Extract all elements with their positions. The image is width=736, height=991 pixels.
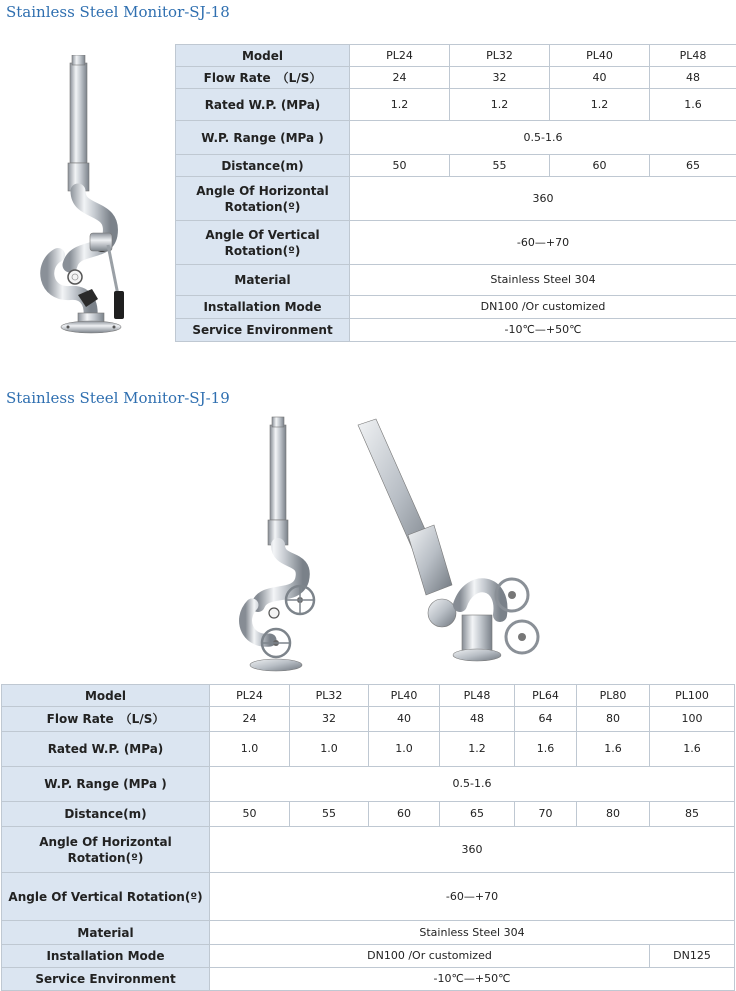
horizontal-cell: 360 <box>350 177 736 221</box>
flow-cell: 48 <box>650 67 736 89</box>
rated-cell: 1.6 <box>650 732 735 767</box>
model-cell: PL24 <box>210 685 290 707</box>
rated-cell: 1.6 <box>577 732 650 767</box>
environment-cell: -10℃—+50℃ <box>350 319 736 342</box>
rated-cell: 1.2 <box>450 89 550 121</box>
table-row <box>2 921 735 945</box>
table-row <box>176 296 736 319</box>
label-distance: Distance(m) <box>2 802 210 827</box>
spec-table-sj19 <box>1 684 735 991</box>
table-row <box>2 873 735 921</box>
label-material: Material <box>176 265 350 296</box>
model-cell: PL32 <box>450 45 550 67</box>
material-cell: Stainless Steel 304 <box>350 265 736 296</box>
label-installation-mode: Installation Mode <box>2 945 210 968</box>
table-row <box>2 707 735 732</box>
flow-cell: 24 <box>210 707 290 732</box>
distance-cell: 55 <box>450 155 550 177</box>
distance-cell: 50 <box>210 802 290 827</box>
model-cell: PL100 <box>650 685 735 707</box>
flow-cell: 64 <box>515 707 577 732</box>
vertical-cell: -60—+70 <box>210 873 735 921</box>
distance-cell: 60 <box>550 155 650 177</box>
flow-cell: 40 <box>550 67 650 89</box>
rated-cell: 1.2 <box>440 732 515 767</box>
rated-cell: 1.0 <box>369 732 440 767</box>
rated-cell: 1.2 <box>350 89 450 121</box>
distance-cell: 70 <box>515 802 577 827</box>
table-row <box>2 685 735 707</box>
table-row <box>2 732 735 767</box>
label-wp-range: W.P. Range (MPa ) <box>2 767 210 802</box>
flow-cell: 40 <box>369 707 440 732</box>
label-vertical-rotation: Angle Of Vertical Rotation(º) <box>176 221 350 265</box>
label-model: Model <box>176 45 350 67</box>
model-cell: PL40 <box>550 45 650 67</box>
distance-cell: 55 <box>290 802 369 827</box>
label-wp-range: W.P. Range (MPa ) <box>176 121 350 155</box>
monitor-sj19-photo <box>230 415 560 680</box>
table-row <box>176 177 736 221</box>
installation-cell: DN100 /Or customized <box>210 945 650 968</box>
flow-cell: 80 <box>577 707 650 732</box>
table-row <box>176 265 736 296</box>
label-rated-wp: Rated W.P. (MPa) <box>176 89 350 121</box>
spec-table-sj18 <box>175 44 736 342</box>
horizontal-cell: 360 <box>210 827 735 873</box>
table-row <box>176 45 736 67</box>
distance-cell: 65 <box>440 802 515 827</box>
model-cell: PL48 <box>440 685 515 707</box>
rated-cell: 1.6 <box>650 89 736 121</box>
model-cell: PL24 <box>350 45 450 67</box>
installation-alt-cell: DN125 <box>650 945 735 968</box>
label-service-environment: Service Environment <box>176 319 350 342</box>
table-row <box>2 945 735 968</box>
model-cell: PL32 <box>290 685 369 707</box>
flow-cell: 100 <box>650 707 735 732</box>
rated-cell: 1.2 <box>550 89 650 121</box>
distance-cell: 85 <box>650 802 735 827</box>
table-row <box>2 827 735 873</box>
table-row <box>176 89 736 121</box>
table-row <box>176 155 736 177</box>
table-row <box>176 121 736 155</box>
table-row <box>176 221 736 265</box>
label-horizontal-rotation: Angle Of Horizontal Rotation(º) <box>2 827 210 873</box>
flow-cell: 48 <box>440 707 515 732</box>
label-flow-rate: Flow Rate （L/S） <box>176 67 350 89</box>
label-horizontal-rotation: Angle Of Horizontal Rotation(º) <box>176 177 350 221</box>
label-distance: Distance(m) <box>176 155 350 177</box>
flow-cell: 32 <box>450 67 550 89</box>
rated-cell: 1.6 <box>515 732 577 767</box>
rated-cell: 1.0 <box>290 732 369 767</box>
label-installation-mode: Installation Mode <box>176 296 350 319</box>
distance-cell: 50 <box>350 155 450 177</box>
section-title-sj18: Stainless Steel Monitor-SJ-18 <box>6 3 230 21</box>
material-cell: Stainless Steel 304 <box>210 921 735 945</box>
table-row <box>2 968 735 991</box>
section-title-sj19: Stainless Steel Monitor-SJ-19 <box>6 389 230 407</box>
table-row <box>176 319 736 342</box>
label-vertical-rotation: Angle Of Vertical Rotation(º) <box>2 873 210 921</box>
label-flow-rate: Flow Rate （L/S） <box>2 707 210 732</box>
table-row <box>2 802 735 827</box>
model-cell: PL80 <box>577 685 650 707</box>
label-model: Model <box>2 685 210 707</box>
range-cell: 0.5-1.6 <box>210 767 735 802</box>
model-cell: PL64 <box>515 685 577 707</box>
distance-cell: 65 <box>650 155 736 177</box>
label-material: Material <box>2 921 210 945</box>
model-cell: PL40 <box>369 685 440 707</box>
table-row <box>176 67 736 89</box>
flow-cell: 24 <box>350 67 450 89</box>
model-cell: PL48 <box>650 45 736 67</box>
label-service-environment: Service Environment <box>2 968 210 991</box>
vertical-cell: -60—+70 <box>350 221 736 265</box>
rated-cell: 1.0 <box>210 732 290 767</box>
flow-cell: 32 <box>290 707 369 732</box>
monitor-sj18-photo <box>30 55 160 340</box>
distance-cell: 60 <box>369 802 440 827</box>
table-row <box>2 767 735 802</box>
installation-cell: DN100 /Or customized <box>350 296 736 319</box>
environment-cell: -10℃—+50℃ <box>210 968 735 991</box>
label-rated-wp: Rated W.P. (MPa) <box>2 732 210 767</box>
range-cell: 0.5-1.6 <box>350 121 736 155</box>
distance-cell: 80 <box>577 802 650 827</box>
